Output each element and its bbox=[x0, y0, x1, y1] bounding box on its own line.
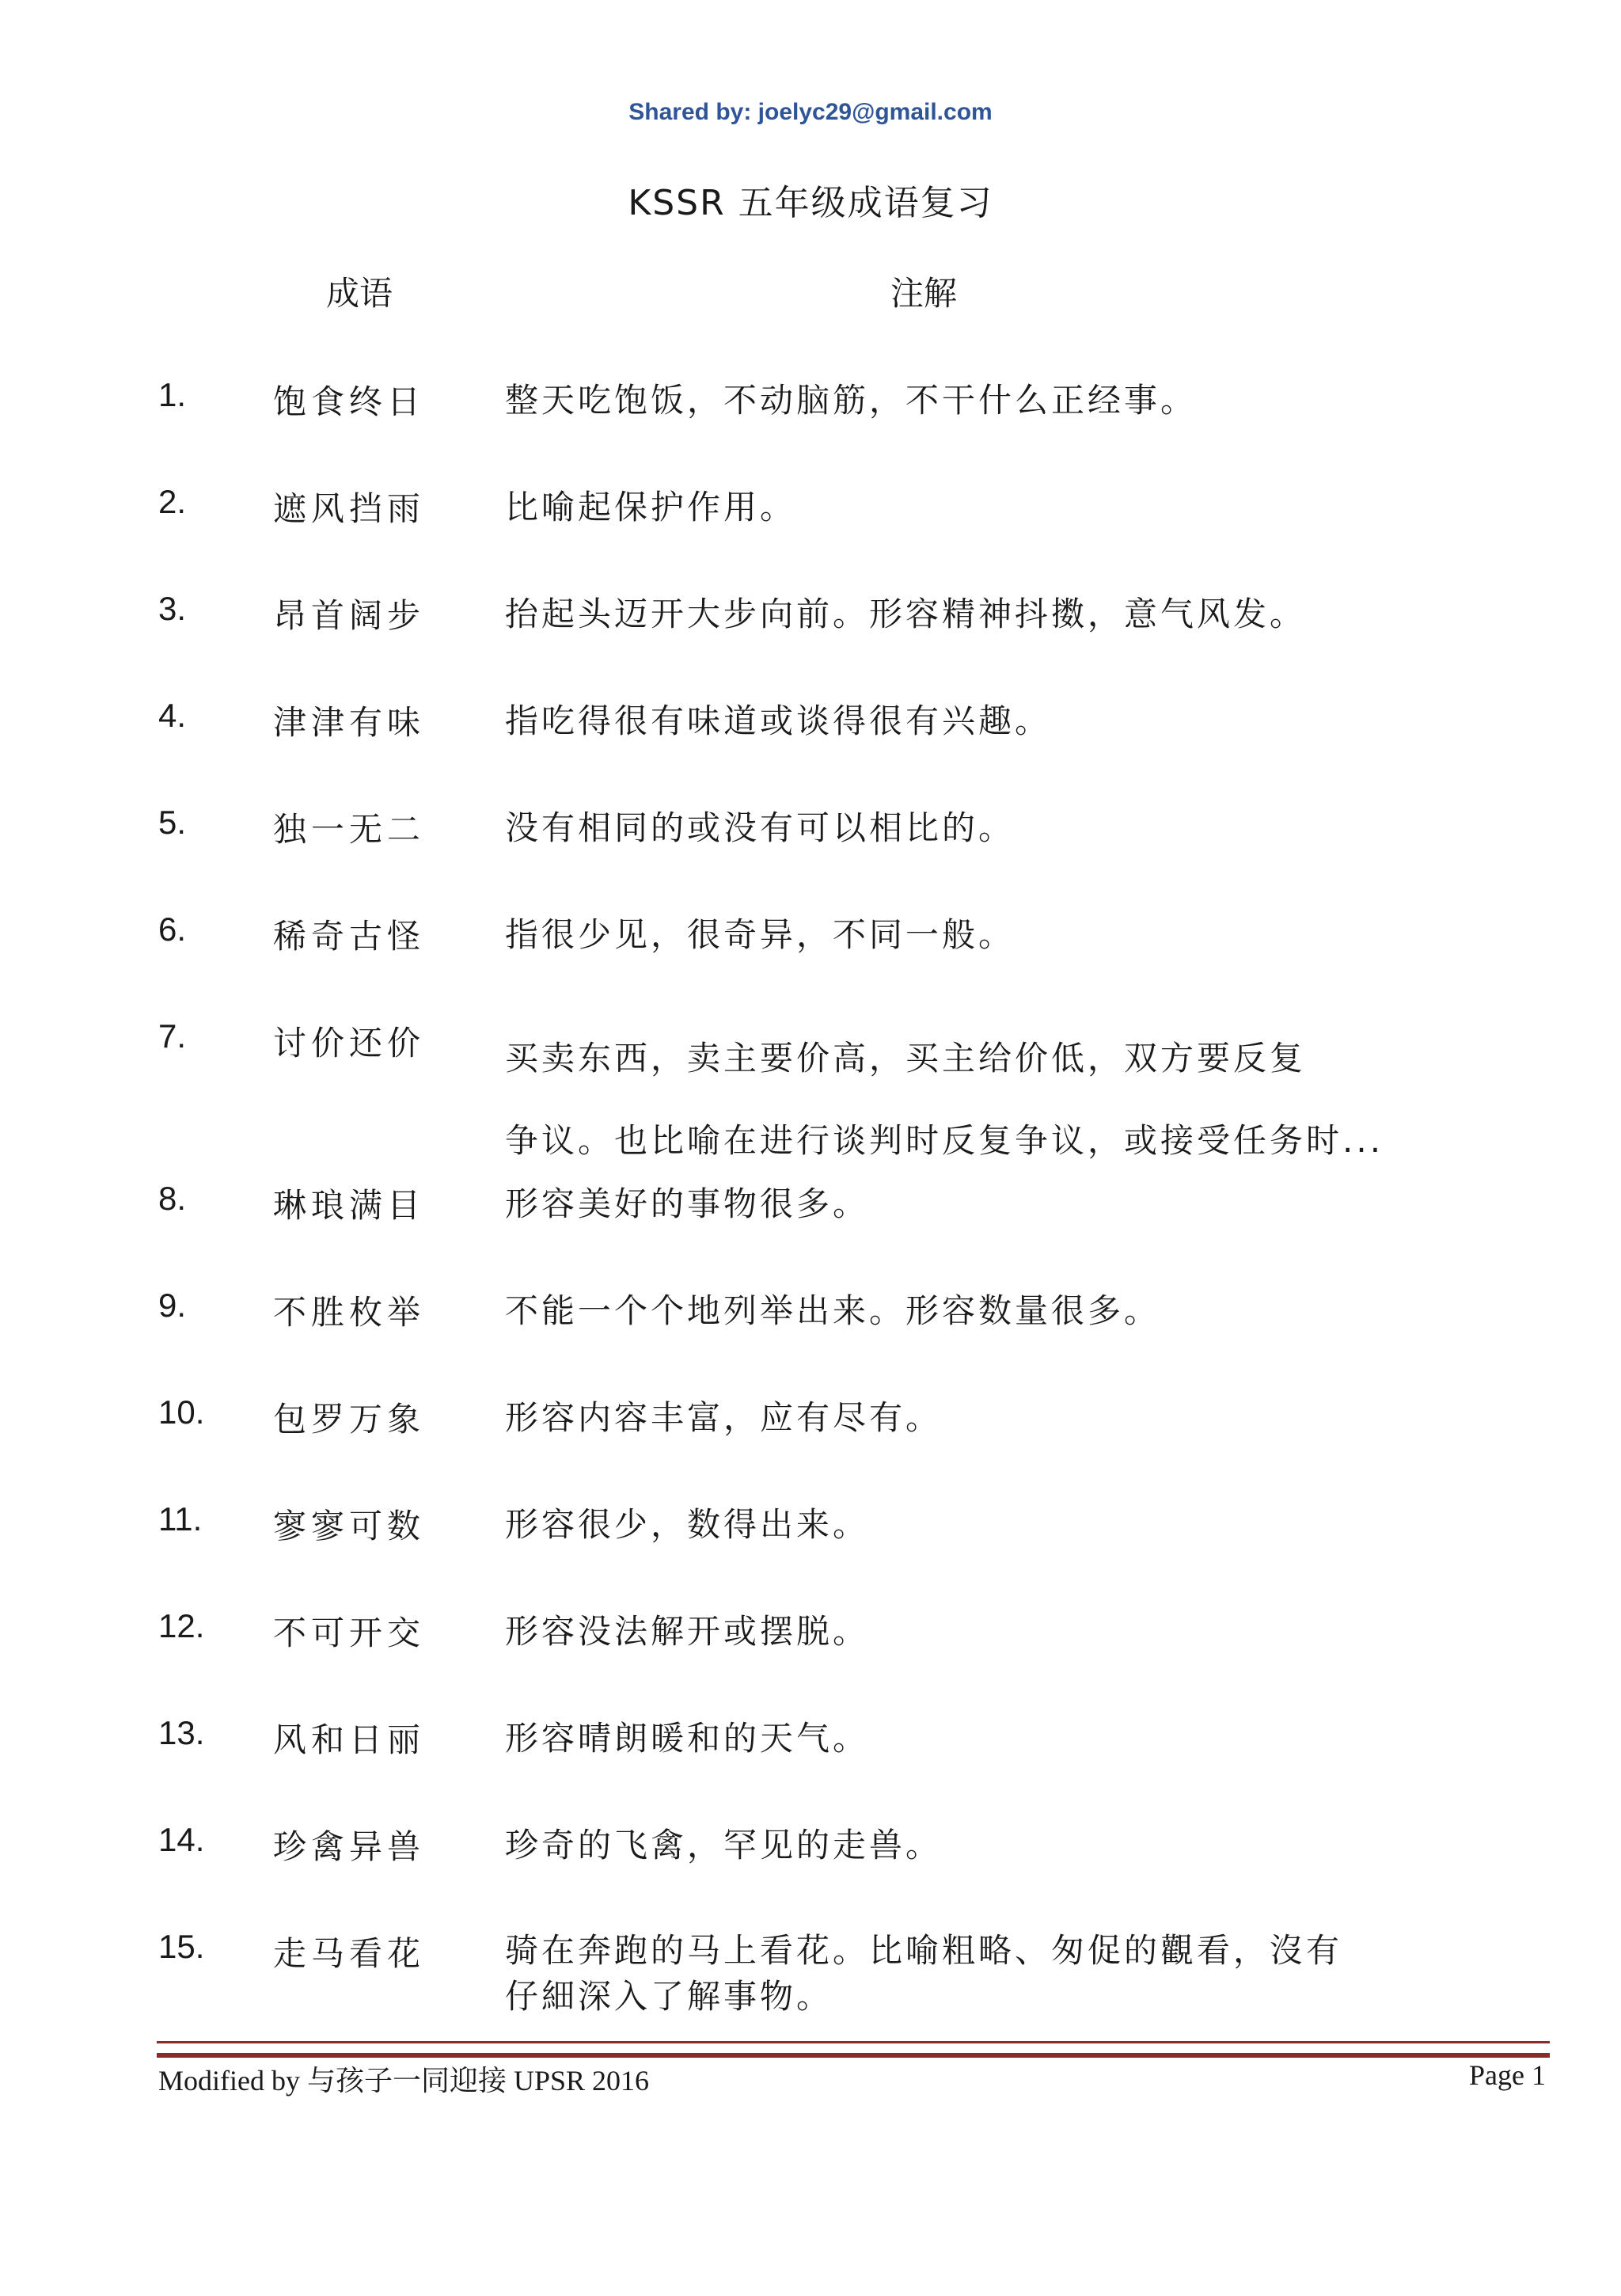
shared-by-line: Shared by: joelyc29@gmail.com bbox=[628, 99, 993, 125]
idiom-text: 走马看花 bbox=[273, 1934, 426, 1973]
item-number: 13. bbox=[158, 1714, 205, 1751]
item-number: 4. bbox=[158, 697, 187, 734]
item-number: 1. bbox=[158, 376, 187, 413]
idiom-text: 稀奇古怪 bbox=[273, 917, 426, 956]
footer-divider bbox=[157, 2041, 1550, 2058]
meaning-line: 指吃得很有味道或谈得很有兴趣。 bbox=[505, 701, 1052, 740]
idiom-text: 不可开交 bbox=[273, 1614, 426, 1652]
idiom-text: 独一无二 bbox=[273, 810, 426, 849]
meaning-line: 指很少见，很奇异，不同一般。 bbox=[505, 915, 1015, 954]
meaning-line: 买卖东西，卖主要价高，买主给价低，双方要反复 bbox=[505, 1039, 1307, 1078]
idiom-meaning bbox=[505, 1393, 1439, 1443]
idiom-text: 讨价还价 bbox=[273, 1024, 426, 1062]
meaning-line: 形容很少，数得出来。 bbox=[505, 1505, 870, 1544]
item-number: 14. bbox=[158, 1821, 205, 1858]
page-title: KSSR 五年级成语复习 bbox=[628, 183, 993, 223]
item-number: 10. bbox=[158, 1393, 205, 1431]
item-number: 3. bbox=[158, 590, 187, 627]
page-number: Page 1 bbox=[1469, 2059, 1546, 2091]
meaning-line: 珍奇的飞禽，罕见的走兽。 bbox=[505, 1826, 943, 1865]
idiom-text: 琳琅满目 bbox=[273, 1186, 426, 1225]
item-number: 15. bbox=[158, 1928, 205, 1965]
idiom-meaning bbox=[505, 1017, 1439, 1182]
idiom-meaning bbox=[505, 483, 1439, 532]
idiom-text: 寥寥可数 bbox=[273, 1507, 426, 1545]
item-number: 12. bbox=[158, 1607, 205, 1644]
meaning-line: 仔細深入了解事物。 bbox=[505, 1977, 833, 2016]
idiom-meaning bbox=[505, 804, 1439, 853]
idiom-meaning bbox=[505, 590, 1439, 639]
meaning-line: 形容美好的事物很多。 bbox=[505, 1184, 870, 1223]
meaning-line: 不能一个个地列举出来。形容数量很多。 bbox=[505, 1291, 1161, 1330]
idiom-text: 遮风挡雨 bbox=[273, 489, 426, 528]
meaning-line: 没有相同的或没有可以相比的。 bbox=[505, 808, 1015, 847]
column-header-meaning: 注解 bbox=[890, 274, 958, 313]
idiom-meaning bbox=[505, 1287, 1439, 1336]
meaning-line: 形容内容丰富，应有尽有。 bbox=[505, 1398, 943, 1437]
meaning-line: 比喻起保护作用。 bbox=[505, 488, 797, 526]
footer-credit: Modified by 与孩子一同迎接 UPSR 2016 bbox=[158, 2065, 650, 2096]
item-number: 5. bbox=[158, 804, 187, 841]
meaning-line: 形容晴朗暖和的天气。 bbox=[505, 1719, 870, 1758]
idiom-text: 包罗万象 bbox=[273, 1400, 426, 1439]
item-number: 9. bbox=[158, 1287, 187, 1324]
meaning-line: 形容没法解开或摆脱。 bbox=[505, 1612, 870, 1651]
meaning-line: 骑在奔跑的马上看花。比喻粗略、匆促的觀看，沒有 bbox=[505, 1931, 1343, 1970]
item-number: 2. bbox=[158, 483, 187, 520]
idiom-text: 津津有味 bbox=[273, 703, 426, 742]
column-header-idiom: 成语 bbox=[326, 274, 393, 313]
item-number: 7. bbox=[158, 1017, 187, 1055]
meaning-line: 争议。也比喻在进行谈判时反复争议，或接受任务时... bbox=[505, 1121, 1384, 1160]
idiom-text: 风和日丽 bbox=[273, 1720, 426, 1759]
item-number: 11. bbox=[158, 1500, 203, 1538]
idiom-meaning bbox=[505, 376, 1439, 425]
idiom-meaning bbox=[505, 1714, 1439, 1763]
item-number: 6. bbox=[158, 910, 187, 948]
idiom-text: 珍禽异兽 bbox=[273, 1827, 426, 1866]
idiom-meaning bbox=[505, 1928, 1439, 2020]
idiom-meaning bbox=[505, 697, 1439, 746]
idiom-text: 昂首阔步 bbox=[273, 596, 426, 635]
idiom-text: 不胜枚举 bbox=[273, 1293, 426, 1332]
idiom-meaning bbox=[505, 1500, 1439, 1549]
meaning-line: 抬起头迈开大步向前。形容精神抖擞，意气风发。 bbox=[505, 595, 1307, 633]
idiom-text: 饱食终日 bbox=[273, 382, 426, 421]
idiom-meaning bbox=[505, 1180, 1439, 1229]
idiom-meaning bbox=[505, 910, 1439, 960]
idiom-meaning bbox=[505, 1821, 1439, 1870]
idiom-meaning bbox=[505, 1607, 1439, 1656]
item-number: 8. bbox=[158, 1180, 187, 1217]
meaning-line: 整天吃饱饭，不动脑筋，不干什么正经事。 bbox=[505, 381, 1198, 420]
